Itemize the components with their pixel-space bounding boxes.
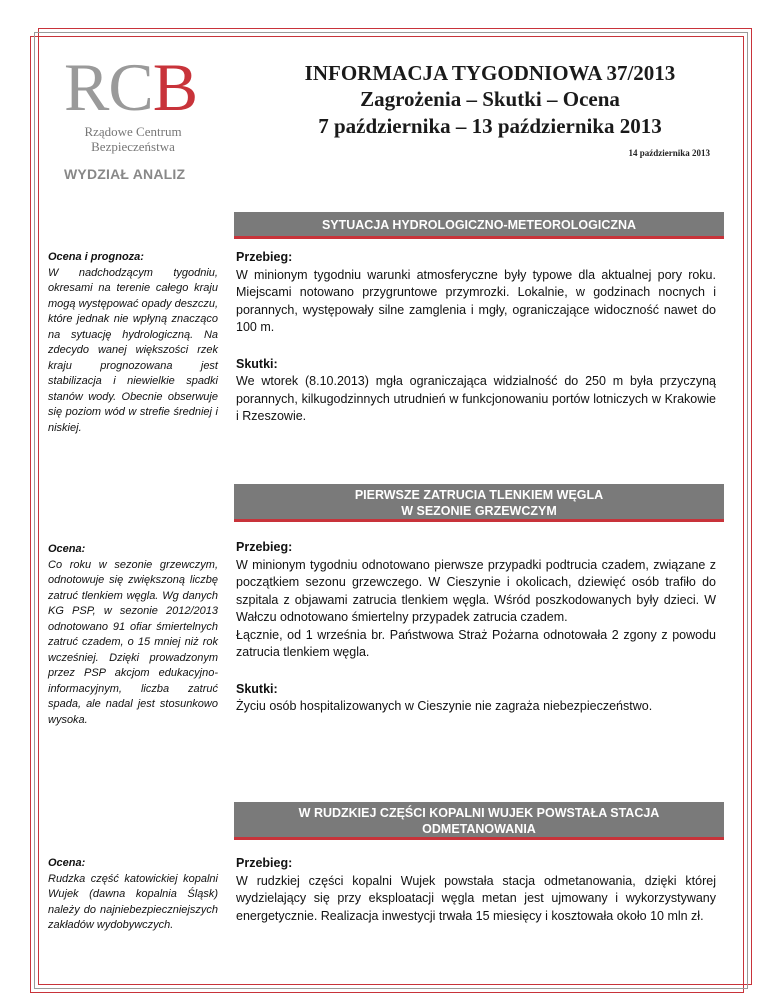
rcb-logo: [64, 49, 214, 154]
section-3-assessment-heading: Ocena:: [48, 857, 86, 869]
section-2-assessment-heading: Ocena:: [48, 543, 86, 555]
section-2-header-line-2: W SEZONIE GRZEWCZYM: [401, 504, 557, 518]
section-2-effects-text: Życiu osób hospitalizowanych w Cieszynie nie zagraża niebezpieczeństwo.: [236, 699, 653, 713]
section-1-effects-heading: Skutki:: [236, 356, 278, 371]
section-2-body: [236, 539, 716, 716]
report-title: [230, 60, 750, 140]
section-1-assessment-heading: Ocena i prognoza:: [48, 251, 144, 263]
section-3-assessment: [48, 856, 218, 934]
section-2-header-line-1: PIERWSZE ZATRUCIA TLENKIEM WĘGLA: [354, 488, 604, 502]
section-3-assessment-text: Rudzka część katowickiej kopalni Wujek (dawna kopalnia Śląsk) należy do najniebezpieczniejszych zakładów wydobywczych.: [48, 872, 218, 931]
logo-line-2: Bezpieczeństwa: [91, 139, 175, 154]
section-1-course-heading: Przebieg:: [236, 250, 293, 264]
section-3-course-text: W rudzkiej części kopalni Wujek powstała stacja odmetanowania, dzięki której wydzielający się przy eksploatacji węgla metan jest ujmowany i wykorzystywany energetycznie. Realizacja inwestycji trwała 15 miesięcy i kosztowała około 10 mln zł.: [236, 873, 716, 923]
section-2-assessment-text: Co roku w sezonie grzewczym, odnotowuje się zwiększoną liczbę zatruć tlenkiem węgla. Wg danych KG PSP, w sezonie 2012/2013 odnotowano 91 ofiar śmiertelnych zatruć czadem, o 15 mniej niż rok wcześniej. Dzięki prowadzonym przez PSP akcjom edukacyjno-informacyjnym, liczba zatruć spada, ale nadal jest stosunkowo wysoka.: [48, 558, 218, 726]
logo-line-1: Rządowe Centrum: [84, 124, 182, 139]
section-3-header-line-2: ODMETANOWANIA: [422, 822, 536, 836]
logo-mark: RCB: [64, 49, 198, 125]
section-1-effects-text: We wtorek (8.10.2013) mgła ograniczająca widzialność do 250 m była przyczyną porannych, kilkugodzinnych utrudnień w funkcjonowaniu portów lotniczych w Krakowie i Rzeszowie.: [236, 374, 716, 423]
section-1-header-line-1: SYTUACJA HYDROLOGICZNO-METEOROLOGICZNA: [321, 218, 637, 232]
section-3-header: [234, 802, 724, 840]
title-line-2: Zagrożenia – Skutki – Ocena: [360, 87, 620, 111]
section-2-course-heading: Przebieg:: [236, 540, 293, 554]
section-1-header: [234, 212, 724, 239]
section-2-header: [234, 484, 724, 522]
title-line-3: 7 października – 13 października 2013: [318, 114, 662, 138]
section-1-course-text: W minionym tygodniu warunki atmosferyczne były typowe dla aktualnej pory roku. Miejscami notowano przygruntowe przymrozki. Lokalnie, w godzinach nocnych i porannych, występowały silne zamglenia i mgły, ograniczające widoczność nawet do 100 m.: [236, 267, 716, 334]
section-1-body: [236, 249, 716, 426]
section-3-course-heading: Przebieg:: [236, 856, 293, 870]
section-1-assessment: [48, 250, 218, 436]
section-1-assessment-text: W nadchodzącym tygodniu, okresami na terenie całego kraju mogą występować opady deszczu, które jednak nie wpłyną znacząco na sytuację hydrologiczną. Na zdecydo wanej większości rzek kraju prognozowana jest stabilizacja i niewielkie spadki stanów wody. Obecnie obserwuje się poziom wód w strefie średniej i niskiej.: [48, 266, 218, 434]
department-label: WYDZIAŁ ANALIZ: [64, 166, 186, 182]
section-2-assessment: [48, 542, 218, 728]
issue-date: 14 października 2013: [628, 148, 710, 158]
section-2-course-text-2: Łącznie, od 1 września br. Państwowa Straż Pożarna odnotowała 2 zgony z powodu zatrucia tlenkiem węgla.: [236, 627, 716, 659]
section-2-course-text: W minionym tygodniu odnotowano pierwsze przypadki podtrucia czadem, związane z początkiem sezonu grzewczego. W Cieszynie i okolicach, dziewięć osób trafiło do szpitala z objawami zatrucia tlenkiem węgla. Wśród poszkodowanych były dzieci. W Wałczu odnotowano śmiertelny przypadek zatrucia czadem.: [236, 557, 716, 624]
section-2-effects-heading: Skutki:: [236, 681, 278, 696]
section-3-header-line-1: W RUDZKIEJ CZĘŚCI KOPALNI WUJEK POWSTAŁA STACJA: [298, 806, 660, 820]
title-line-1: INFORMACJA TYGODNIOWA 37/2013: [304, 61, 676, 85]
section-3-body: [236, 855, 716, 925]
